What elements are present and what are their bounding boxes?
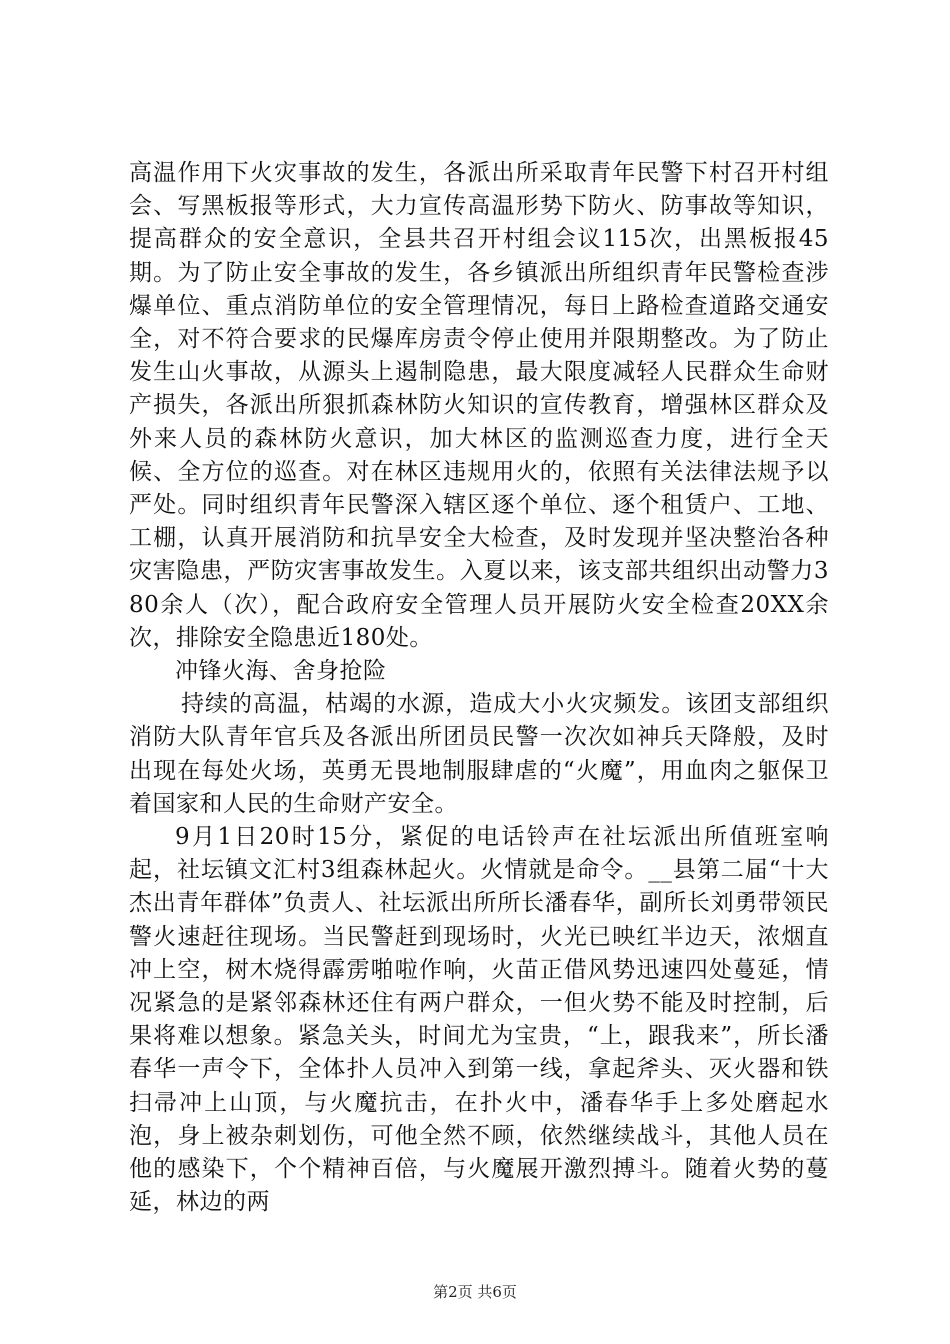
body-paragraph-1: 高温作用下火灾事故的发生，各派出所采取青年民警下村召开村组会、写黑板报等形式，大力宣传高温形势下防火、防事故等知识，提高群众的安全意识，全县共召开村组会议115次，出黑板报45期。为了防止安全事故的发生，各乡镇派出所组织青年民警检查涉爆单位、重点消防单位的安全管理情况，每日上路检查道路交通安全，对不符合要求的民爆库房责令停止使用并限期整改。为了防止发生山火事故，从源头上遏制隐患，最大限度减轻人民群众生命财产损失，各派出所狠抓森林防火知识的宣传教育，增强林区群众及外来人员的森林防火意识，加大林区的监测巡查力度，进行全天候、全方位的巡查。对在林区违规用火的，依照有关法律法规予以严处。同时组织青年民警深入辖区逐个单位、逐个租赁户、工地、工棚，认真开展消防和抗旱安全大检查，及时发现并坚决整治各种灾害隐患，严防灾害事故发生。入夏以来，该支部共组织出动警力380余人（次），配合政府安全管理人员开展防火安全检查20XX余次，排除安全隐患近180处。 [129, 160, 829, 651]
section-subheading: 冲锋火海、舍身抢险 [175, 658, 387, 685]
body-paragraph-2: 持续的高温，枯竭的水源，造成大小火灾频发。该团支部组织消防大队青年官兵及各派出所团员民警一次次如神兵天降般，及时出现在每处火场，英勇无畏地制服肆虐的“火魔”，用血肉之躯保卫着国家和人民的生命财产安全。 [129, 691, 829, 817]
page-number-footer: 第2页 共6页 [433, 1283, 517, 1301]
document-body [129, 157, 829, 1220]
body-paragraph-3: 9月1日20时15分，紧促的电话铃声在社坛派出所值班室响起，社坛镇文汇村3组森林起火。火情就是命令。__县第二届“十大杰出青年群体”负责人、社坛派出所所长潘春华，副所长刘勇带领民警火速赶往现场。当民警赶到现场时，火光已映红半边天，浓烟直冲上空，树木烧得霹雳啪啦作响，火苗正借风势迅速四处蔓延，情况紧急的是紧邻森林还住有两户群众，一但火势不能及时控制，后果将难以想象。紧急关头，时间尤为宝贵，“上，跟我来”，所长潘春华一声令下，全体扑人员冲入到第一线，拿起斧头、灭火器和铁扫帚冲上山顶，与火魔抗击，在扑火中，潘春华手上多处磨起水泡，身上被杂刺划伤，可他全然不顾，依然继续战斗，其他人员在他的感染下，个个精神百倍，与火魔展开激烈搏斗。随着火势的蔓延，林边的两 [129, 824, 829, 1216]
